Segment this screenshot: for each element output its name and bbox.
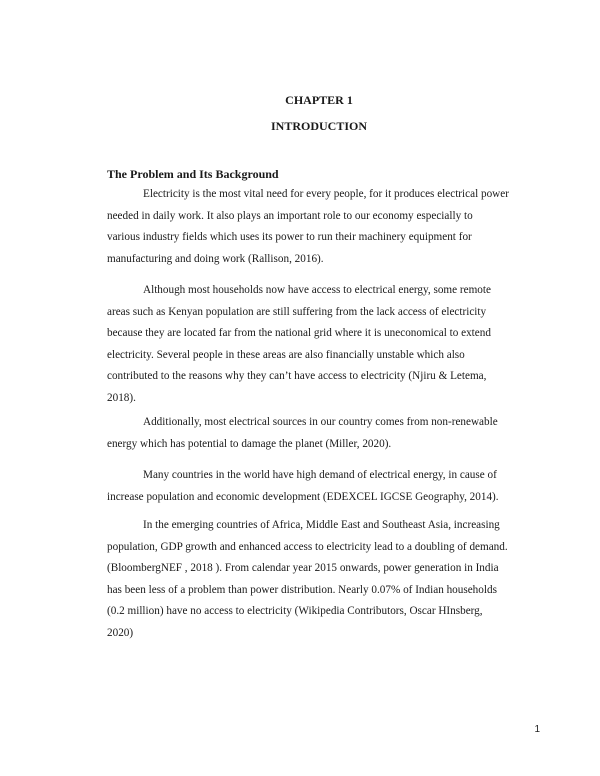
- page-number: 1: [534, 724, 540, 735]
- paragraph-line: areas such as Kenyan population are still suffering from the lack access of electricity: [107, 305, 487, 318]
- paragraph-line: Electricity is the most vital need for every people, for it produces electrical power: [143, 188, 509, 200]
- paragraph-line: population, GDP growth and enhanced access to electricity lead to a doubling of demand.: [107, 540, 508, 553]
- paragraph-line: (0.2 million) have no access to electricity (Wikipedia Contributors, Oscar HInsberg,: [107, 605, 483, 618]
- paragraph-line: manufacturing and doing work (Rallison, 2016).: [107, 252, 324, 265]
- paragraph-2: [107, 280, 532, 410]
- paragraph-line: Many countries in the world have high demand of electrical energy, in cause of: [143, 469, 497, 481]
- paragraph-3: [107, 412, 532, 455]
- paragraph-line: 2020): [107, 626, 134, 639]
- paragraph-line: needed in daily work. It also plays an important role to our economy especially to: [107, 209, 473, 222]
- paragraph-line: 2018).: [107, 391, 136, 404]
- chapter-title: INTRODUCTION: [270, 119, 367, 133]
- paragraph-line: because they are located far from the national grid where it is uneconomical to extend: [107, 327, 491, 340]
- paragraph-line: Although most households now have access to electrical energy, some remote: [143, 284, 491, 296]
- section-heading: The Problem and Its Background: [107, 167, 279, 181]
- paragraph-line: (BloombergNEF , 2018 ). From calendar year 2015 onwards, power generation in India: [107, 562, 499, 575]
- paragraph-line: energy which has potential to damage the planet (Miller, 2020).: [107, 437, 392, 450]
- paragraph-line: contributed to the reasons why they can’t have access to electricity (Njiru & Letema,: [107, 370, 487, 383]
- paragraph-line: electricity. Several people in these areas are also financially unstable which also: [107, 348, 465, 361]
- paragraph-line: In the emerging countries of Africa, Middle East and Southeast Asia, increasing: [143, 519, 500, 531]
- paragraph-4: [107, 465, 532, 508]
- paragraph-line: Additionally, most electrical sources in our country comes from non-renewable: [143, 416, 498, 428]
- paragraph-line: increase population and economic development (EDEXCEL IGCSE Geography, 2014).: [107, 490, 499, 503]
- paragraph-line: has been less of a problem than power distribution. Nearly 0.07% of Indian households: [107, 583, 497, 596]
- chapter-label: CHAPTER 1: [285, 93, 353, 107]
- paragraph-5: [107, 515, 532, 645]
- paragraph-1: [107, 184, 532, 270]
- paragraph-line: various industry fields which uses its power to run their machinery equipment for: [107, 231, 472, 244]
